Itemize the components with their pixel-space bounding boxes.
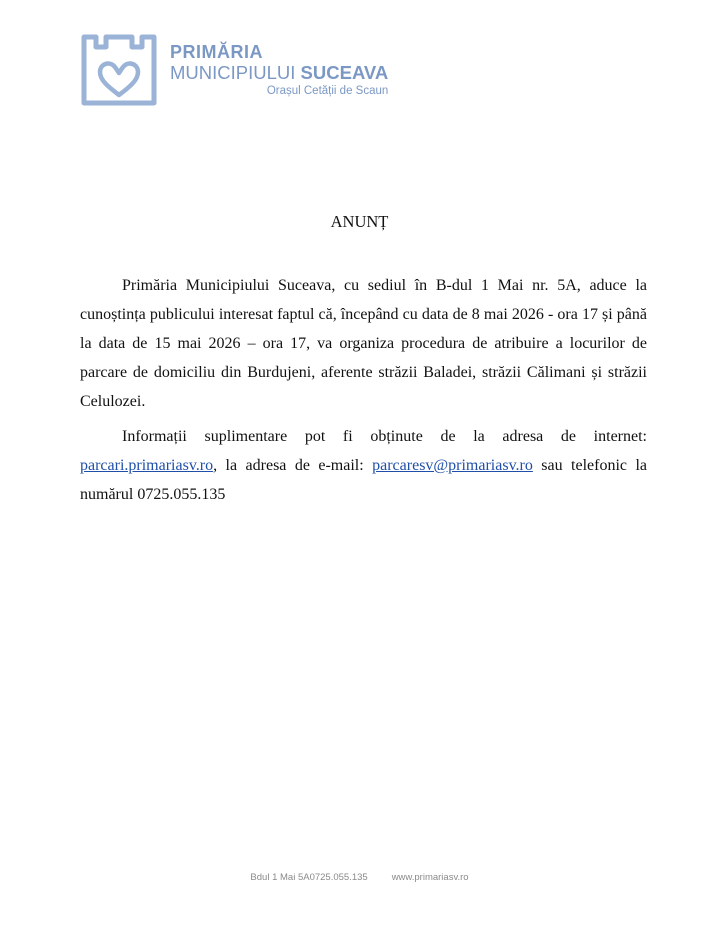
contact-mid: , la adresa de e-mail: — [213, 457, 373, 474]
footer-address: Bdul 1 Mai 5A0725.055.135 — [250, 872, 368, 883]
header-logo — [81, 34, 388, 106]
castle-heart-logo-icon — [81, 34, 157, 106]
paragraph-contact — [80, 422, 647, 509]
footer-website: www.primariasv.ro — [391, 872, 469, 883]
logo-subtitle-part2: SUCEAVA — [300, 62, 389, 83]
contact-intro: Informații suplimentare pot fi obținute de la adresa de internet: — [122, 428, 647, 445]
announcement-body — [80, 271, 647, 509]
logo-subtitle-part1: MUNICIPIULUI — [170, 62, 301, 83]
page-footer — [0, 872, 719, 883]
logo-tagline: Orașul Cetății de Scaun — [266, 84, 389, 97]
logo-title: PRIMĂRIA — [170, 42, 263, 62]
logo-subtitle — [170, 64, 388, 83]
document-title: ANUNȚ — [330, 212, 389, 231]
contact-end: sau telefonic la numărul 0725.055.135 — [80, 457, 648, 503]
paragraph-main: Primăria Municipiului Suceava, cu sediul în B-dul 1 Mai nr. 5A, aduce la cunoștința publicului interesat faptul că, începând cu data de 8 mai 2026 - ora 17 și până la data de 15 mai 2026 – ora 17, va organiza procedura de atribuire a locurilor de parcare de domiciliu din Burdujeni, aferente străzii Baladei, străzii Călimani și străzii Celulozei. — [80, 277, 647, 410]
website-link[interactable]: parcari.primariasv.ro — [80, 457, 214, 474]
email-link[interactable]: parcaresv@primariasv.ro — [372, 457, 533, 474]
